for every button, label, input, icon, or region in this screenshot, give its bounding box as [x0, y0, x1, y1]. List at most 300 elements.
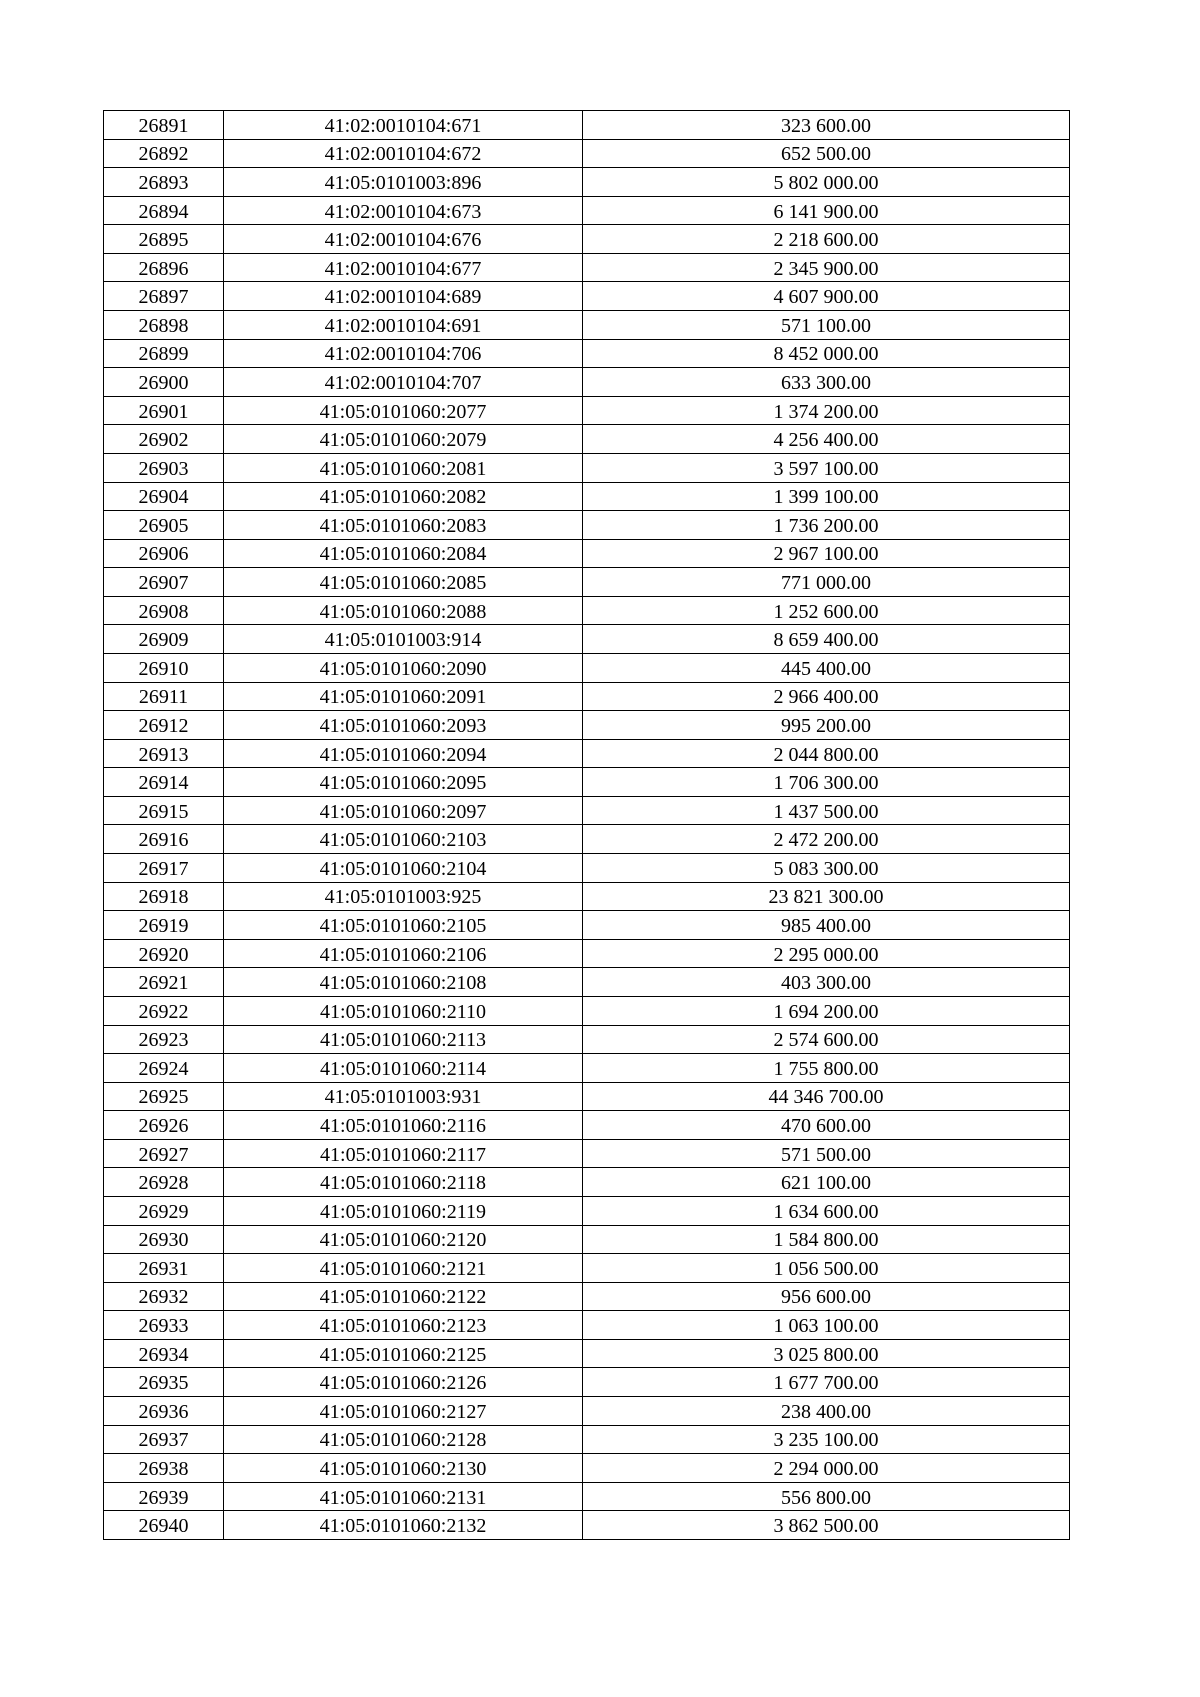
cadastral-value-cell [583, 711, 1070, 740]
row-number-cell [104, 1139, 224, 1168]
cadastral-value-text: 995 200.00 [781, 714, 871, 737]
cadastral-value-cell [583, 1082, 1070, 1111]
cadastral-value-cell [583, 682, 1070, 711]
cadastral-number-cell [224, 939, 583, 968]
cadastral-value-cell [583, 1111, 1070, 1140]
cadastral-value-text: 2 966 400.00 [773, 686, 879, 709]
cadastral-value-text: 2 044 800.00 [773, 743, 879, 766]
cadastral-number-cell [224, 768, 583, 797]
row-number-text: 26933 [138, 1315, 189, 1338]
row-number-text: 26927 [138, 1143, 189, 1166]
cadastral-number-cell [224, 339, 583, 368]
cadastral-value-text: 2 472 200.00 [773, 829, 879, 852]
row-number-text: 26910 [138, 657, 189, 680]
row-number-cell [104, 368, 224, 397]
cadastral-number-cell [224, 425, 583, 454]
row-number-text: 26926 [138, 1115, 189, 1138]
cadastral-number-cell [224, 1454, 583, 1483]
cadastral-number-cell [224, 453, 583, 482]
cadastral-value-cell [583, 1225, 1070, 1254]
cadastral-number-text: 41:05:0101060:2088 [319, 600, 487, 623]
cadastral-number-cell [224, 1054, 583, 1083]
cadastral-value-cell [583, 1025, 1070, 1054]
cadastral-number-text: 41:05:0101060:2110 [320, 1000, 486, 1023]
table-row [104, 539, 1070, 568]
cadastral-number-text: 41:02:0010104:707 [324, 371, 482, 394]
table-row [104, 453, 1070, 482]
cadastral-number-text: 41:02:0010104:706 [324, 343, 482, 366]
cadastral-number-cell [224, 225, 583, 254]
row-number-cell [104, 1168, 224, 1197]
row-number-text: 26896 [138, 257, 189, 280]
row-number-cell [104, 653, 224, 682]
row-number-cell [104, 311, 224, 340]
cadastral-number-cell [224, 625, 583, 654]
cadastral-value-cell [583, 1511, 1070, 1540]
row-number-cell [104, 511, 224, 540]
cadastral-value-text: 571 100.00 [781, 314, 871, 337]
cadastral-value-text: 3 025 800.00 [773, 1343, 879, 1366]
table-row [104, 196, 1070, 225]
cadastral-value-cell [583, 1311, 1070, 1340]
cadastral-value-text: 1 056 500.00 [773, 1257, 879, 1280]
row-number-text: 26898 [138, 314, 189, 337]
cadastral-number-text: 41:05:0101060:2082 [319, 486, 487, 509]
cadastral-number-cell [224, 1139, 583, 1168]
row-number-cell [104, 1054, 224, 1083]
cadastral-value-text: 5 083 300.00 [773, 857, 879, 880]
row-number-cell [104, 453, 224, 482]
cadastral-value-text: 1 634 600.00 [773, 1200, 879, 1223]
table-row [104, 139, 1070, 168]
cadastral-number-cell [224, 396, 583, 425]
cadastral-value-text: 2 295 000.00 [773, 943, 879, 966]
row-number-text: 26930 [138, 1229, 189, 1252]
cadastral-value-text: 2 967 100.00 [773, 543, 879, 566]
cadastral-value-cell [583, 768, 1070, 797]
cadastral-number-text: 41:05:0101003:931 [324, 1086, 482, 1109]
cadastral-value-text: 956 600.00 [781, 1286, 871, 1309]
cadastral-value-cell [583, 968, 1070, 997]
table-body [104, 111, 1070, 1540]
row-number-text: 26893 [138, 171, 189, 194]
table-row [104, 768, 1070, 797]
row-number-text: 26923 [138, 1029, 189, 1052]
cadastral-value-cell [583, 739, 1070, 768]
cadastral-number-text: 41:05:0101060:2122 [319, 1286, 487, 1309]
row-number-text: 26931 [138, 1257, 189, 1280]
cadastral-number-text: 41:02:0010104:673 [324, 200, 482, 223]
cadastral-number-cell [224, 911, 583, 940]
cadastral-number-cell [224, 1425, 583, 1454]
cadastral-value-cell [583, 1454, 1070, 1483]
cadastral-value-text: 23 821 300.00 [768, 886, 884, 909]
cadastral-number-cell [224, 682, 583, 711]
cadastral-number-text: 41:02:0010104:672 [324, 143, 482, 166]
cadastral-number-cell [224, 825, 583, 854]
cadastral-value-cell [583, 911, 1070, 940]
cadastral-number-cell [224, 368, 583, 397]
cadastral-number-text: 41:05:0101060:2090 [319, 657, 487, 680]
row-number-cell [104, 225, 224, 254]
row-number-text: 26897 [138, 286, 189, 309]
cadastral-value-cell [583, 396, 1070, 425]
cadastral-value-cell [583, 1425, 1070, 1454]
row-number-cell [104, 568, 224, 597]
cadastral-value-cell [583, 139, 1070, 168]
cadastral-number-text: 41:02:0010104:671 [324, 114, 482, 137]
cadastral-number-cell [224, 1025, 583, 1054]
table-row [104, 1196, 1070, 1225]
cadastral-number-cell [224, 568, 583, 597]
row-number-cell [104, 339, 224, 368]
table-row [104, 1225, 1070, 1254]
cadastral-number-cell [224, 882, 583, 911]
row-number-cell [104, 825, 224, 854]
table-row [104, 1282, 1070, 1311]
row-number-text: 26912 [138, 714, 189, 737]
cadastral-value-cell [583, 282, 1070, 311]
cadastral-number-cell [224, 1368, 583, 1397]
cadastral-value-cell [583, 168, 1070, 197]
cadastral-number-text: 41:02:0010104:689 [324, 286, 482, 309]
cadastral-number-text: 41:05:0101060:2125 [319, 1343, 487, 1366]
cadastral-value-text: 1 399 100.00 [773, 486, 879, 509]
cadastral-number-cell [224, 1397, 583, 1426]
table-row [104, 625, 1070, 654]
row-number-cell [104, 1196, 224, 1225]
cadastral-value-text: 1 437 500.00 [773, 800, 879, 823]
row-number-text: 26907 [138, 572, 189, 595]
cadastral-number-cell [224, 1254, 583, 1283]
cadastral-value-cell [583, 939, 1070, 968]
cadastral-number-cell [224, 139, 583, 168]
row-number-text: 26934 [138, 1343, 189, 1366]
row-number-cell [104, 1454, 224, 1483]
table-row [104, 1111, 1070, 1140]
cadastral-value-cell [583, 1196, 1070, 1225]
row-number-cell [104, 1311, 224, 1340]
row-number-text: 26915 [138, 800, 189, 823]
row-number-text: 26900 [138, 371, 189, 394]
cadastral-number-text: 41:05:0101060:2120 [319, 1229, 487, 1252]
row-number-text: 26919 [138, 914, 189, 937]
cadastral-value-text: 4 256 400.00 [773, 429, 879, 452]
row-number-text: 26936 [138, 1400, 189, 1423]
cadastral-number-text: 41:05:0101060:2113 [320, 1029, 486, 1052]
row-number-cell [104, 396, 224, 425]
cadastral-value-cell [583, 453, 1070, 482]
row-number-text: 26921 [138, 972, 189, 995]
cadastral-value-text: 3 597 100.00 [773, 457, 879, 480]
cadastral-value-text: 633 300.00 [781, 371, 871, 394]
cadastral-number-text: 41:02:0010104:677 [324, 257, 482, 280]
cadastral-number-text: 41:05:0101060:2131 [319, 1486, 487, 1509]
row-number-text: 26891 [138, 114, 189, 137]
cadastral-number-text: 41:05:0101060:2079 [319, 429, 487, 452]
cadastral-value-cell [583, 825, 1070, 854]
cadastral-value-text: 1 252 600.00 [773, 600, 879, 623]
cadastral-value-text: 8 659 400.00 [773, 629, 879, 652]
cadastral-number-cell [224, 111, 583, 140]
cadastral-value-cell [583, 196, 1070, 225]
cadastral-number-text: 41:05:0101060:2084 [319, 543, 487, 566]
table-row [104, 482, 1070, 511]
row-number-text: 26925 [138, 1086, 189, 1109]
cadastral-value-cell [583, 225, 1070, 254]
cadastral-value-cell [583, 539, 1070, 568]
cadastral-value-text: 2 218 600.00 [773, 229, 879, 252]
cadastral-number-text: 41:05:0101060:2104 [319, 857, 487, 880]
cadastral-value-cell [583, 339, 1070, 368]
cadastral-number-text: 41:05:0101060:2108 [319, 972, 487, 995]
row-number-cell [104, 168, 224, 197]
table-row [104, 1254, 1070, 1283]
table-row [104, 996, 1070, 1025]
cadastral-number-cell [224, 511, 583, 540]
row-number-cell [104, 1482, 224, 1511]
row-number-text: 26909 [138, 629, 189, 652]
row-number-cell [104, 739, 224, 768]
cadastral-value-cell [583, 1368, 1070, 1397]
cadastral-number-cell [224, 311, 583, 340]
cadastral-value-text: 2 574 600.00 [773, 1029, 879, 1052]
cadastral-number-text: 41:02:0010104:676 [324, 229, 482, 252]
cadastral-number-text: 41:05:0101060:2116 [320, 1115, 486, 1138]
cadastral-value-cell [583, 482, 1070, 511]
table-row [104, 739, 1070, 768]
row-number-cell [104, 482, 224, 511]
cadastral-value-cell [583, 1168, 1070, 1197]
table-row [104, 882, 1070, 911]
row-number-text: 26892 [138, 143, 189, 166]
row-number-cell [104, 968, 224, 997]
row-number-text: 26902 [138, 429, 189, 452]
cadastral-number-cell [224, 968, 583, 997]
cadastral-value-text: 1 374 200.00 [773, 400, 879, 423]
row-number-text: 26932 [138, 1286, 189, 1309]
row-number-cell [104, 882, 224, 911]
cadastral-value-cell [583, 568, 1070, 597]
table-row [104, 253, 1070, 282]
table-row [104, 168, 1070, 197]
row-number-text: 26899 [138, 343, 189, 366]
cadastral-value-cell [583, 1482, 1070, 1511]
table-row [104, 1454, 1070, 1483]
cadastral-number-text: 41:05:0101060:2128 [319, 1429, 487, 1452]
row-number-cell [104, 1254, 224, 1283]
cadastral-value-cell [583, 511, 1070, 540]
cadastral-number-text: 41:05:0101060:2081 [319, 457, 487, 480]
row-number-text: 26924 [138, 1057, 189, 1080]
cadastral-number-cell [224, 253, 583, 282]
row-number-cell [104, 139, 224, 168]
cadastral-value-text: 4 607 900.00 [773, 286, 879, 309]
cadastral-number-text: 41:05:0101060:2127 [319, 1400, 487, 1423]
cadastral-value-text: 571 500.00 [781, 1143, 871, 1166]
table-row [104, 682, 1070, 711]
table-row [104, 1425, 1070, 1454]
cadastral-number-text: 41:05:0101060:2117 [320, 1143, 486, 1166]
cadastral-number-cell [224, 1196, 583, 1225]
table-row [104, 311, 1070, 340]
cadastral-number-text: 41:05:0101060:2095 [319, 772, 487, 795]
cadastral-value-text: 1 063 100.00 [773, 1315, 879, 1338]
cadastral-number-text: 41:02:0010104:691 [324, 314, 482, 337]
cadastral-number-cell [224, 1511, 583, 1540]
cadastral-number-text: 41:05:0101060:2132 [319, 1515, 487, 1538]
row-number-text: 26916 [138, 829, 189, 852]
table-row [104, 1339, 1070, 1368]
table-row [104, 1168, 1070, 1197]
row-number-text: 26908 [138, 600, 189, 623]
row-number-cell [104, 711, 224, 740]
row-number-cell [104, 625, 224, 654]
cadastral-number-cell [224, 1082, 583, 1111]
cadastral-number-cell [224, 1482, 583, 1511]
cadastral-number-cell [224, 653, 583, 682]
cadastral-value-table [103, 110, 1070, 1540]
row-number-text: 26911 [138, 686, 189, 709]
cadastral-value-text: 5 802 000.00 [773, 171, 879, 194]
row-number-text: 26903 [138, 457, 189, 480]
cadastral-value-text: 556 800.00 [781, 1486, 871, 1509]
table-row [104, 796, 1070, 825]
row-number-text: 26905 [138, 514, 189, 537]
cadastral-value-text: 1 706 300.00 [773, 772, 879, 795]
cadastral-value-cell [583, 1397, 1070, 1426]
cadastral-value-text: 1 736 200.00 [773, 514, 879, 537]
cadastral-number-text: 41:05:0101060:2105 [319, 914, 487, 937]
cadastral-value-text: 445 400.00 [781, 657, 871, 680]
cadastral-value-text: 1 755 800.00 [773, 1057, 879, 1080]
cadastral-number-cell [224, 1311, 583, 1340]
cadastral-number-cell [224, 796, 583, 825]
table-row [104, 854, 1070, 883]
row-number-text: 26906 [138, 543, 189, 566]
row-number-cell [104, 939, 224, 968]
cadastral-number-cell [224, 854, 583, 883]
cadastral-number-text: 41:05:0101060:2130 [319, 1457, 487, 1480]
cadastral-value-text: 1 694 200.00 [773, 1000, 879, 1023]
row-number-text: 26917 [138, 857, 189, 880]
cadastral-value-cell [583, 596, 1070, 625]
table-row [104, 368, 1070, 397]
cadastral-number-text: 41:05:0101060:2103 [319, 829, 487, 852]
table-row [104, 825, 1070, 854]
table-row [104, 968, 1070, 997]
cadastral-value-text: 3 862 500.00 [773, 1515, 879, 1538]
row-number-text: 26918 [138, 886, 189, 909]
row-number-text: 26901 [138, 400, 189, 423]
row-number-text: 26935 [138, 1372, 189, 1395]
table-row [104, 282, 1070, 311]
cadastral-value-cell [583, 854, 1070, 883]
table-row [104, 1511, 1070, 1540]
cadastral-value-text: 323 600.00 [781, 114, 871, 137]
row-number-cell [104, 768, 224, 797]
row-number-text: 26920 [138, 943, 189, 966]
table-row [104, 1139, 1070, 1168]
row-number-text: 26937 [138, 1429, 189, 1452]
cadastral-number-text: 41:05:0101060:2083 [319, 514, 487, 537]
cadastral-value-cell [583, 253, 1070, 282]
cadastral-number-cell [224, 282, 583, 311]
row-number-cell [104, 1397, 224, 1426]
cadastral-number-cell [224, 711, 583, 740]
table-row [104, 711, 1070, 740]
cadastral-number-text: 41:05:0101003:896 [324, 171, 482, 194]
table-row [104, 339, 1070, 368]
cadastral-number-cell [224, 1282, 583, 1311]
table-row [104, 225, 1070, 254]
cadastral-value-text: 2 345 900.00 [773, 257, 879, 280]
row-number-cell [104, 1082, 224, 1111]
cadastral-number-text: 41:05:0101003:914 [324, 629, 482, 652]
cadastral-number-text: 41:05:0101060:2106 [319, 943, 487, 966]
table-row [104, 111, 1070, 140]
row-number-text: 26913 [138, 743, 189, 766]
table-row [104, 425, 1070, 454]
row-number-cell [104, 796, 224, 825]
cadastral-value-cell [583, 1254, 1070, 1283]
table-row [104, 596, 1070, 625]
cadastral-value-cell [583, 111, 1070, 140]
cadastral-number-cell [224, 196, 583, 225]
cadastral-number-text: 41:05:0101003:925 [324, 886, 482, 909]
cadastral-value-text: 985 400.00 [781, 914, 871, 937]
cadastral-value-text: 238 400.00 [781, 1400, 871, 1423]
table-row [104, 653, 1070, 682]
cadastral-value-text: 1 677 700.00 [773, 1372, 879, 1395]
cadastral-number-cell [224, 1339, 583, 1368]
row-number-cell [104, 1425, 224, 1454]
row-number-text: 26895 [138, 229, 189, 252]
cadastral-value-text: 44 346 700.00 [768, 1086, 884, 1109]
cadastral-number-text: 41:05:0101060:2126 [319, 1372, 487, 1395]
row-number-cell [104, 1111, 224, 1140]
row-number-cell [104, 1511, 224, 1540]
table-row [104, 1082, 1070, 1111]
table-row [104, 396, 1070, 425]
row-number-text: 26939 [138, 1486, 189, 1509]
row-number-cell [104, 425, 224, 454]
row-number-text: 26914 [138, 772, 189, 795]
cadastral-value-text: 470 600.00 [781, 1115, 871, 1138]
cadastral-value-cell [583, 796, 1070, 825]
cadastral-value-text: 2 294 000.00 [773, 1457, 879, 1480]
cadastral-number-cell [224, 1168, 583, 1197]
cadastral-number-text: 41:05:0101060:2091 [319, 686, 487, 709]
cadastral-number-text: 41:05:0101060:2093 [319, 714, 487, 737]
row-number-text: 26904 [138, 486, 189, 509]
cadastral-number-cell [224, 482, 583, 511]
cadastral-value-text: 771 000.00 [781, 572, 871, 595]
row-number-cell [104, 596, 224, 625]
table-row [104, 1311, 1070, 1340]
row-number-cell [104, 1025, 224, 1054]
table-row [104, 1368, 1070, 1397]
row-number-cell [104, 682, 224, 711]
row-number-cell [104, 1282, 224, 1311]
row-number-cell [104, 196, 224, 225]
row-number-text: 26929 [138, 1200, 189, 1223]
table-row [104, 939, 1070, 968]
cadastral-value-cell [583, 425, 1070, 454]
cadastral-value-cell [583, 311, 1070, 340]
cadastral-value-cell [583, 1054, 1070, 1083]
cadastral-value-cell [583, 1139, 1070, 1168]
